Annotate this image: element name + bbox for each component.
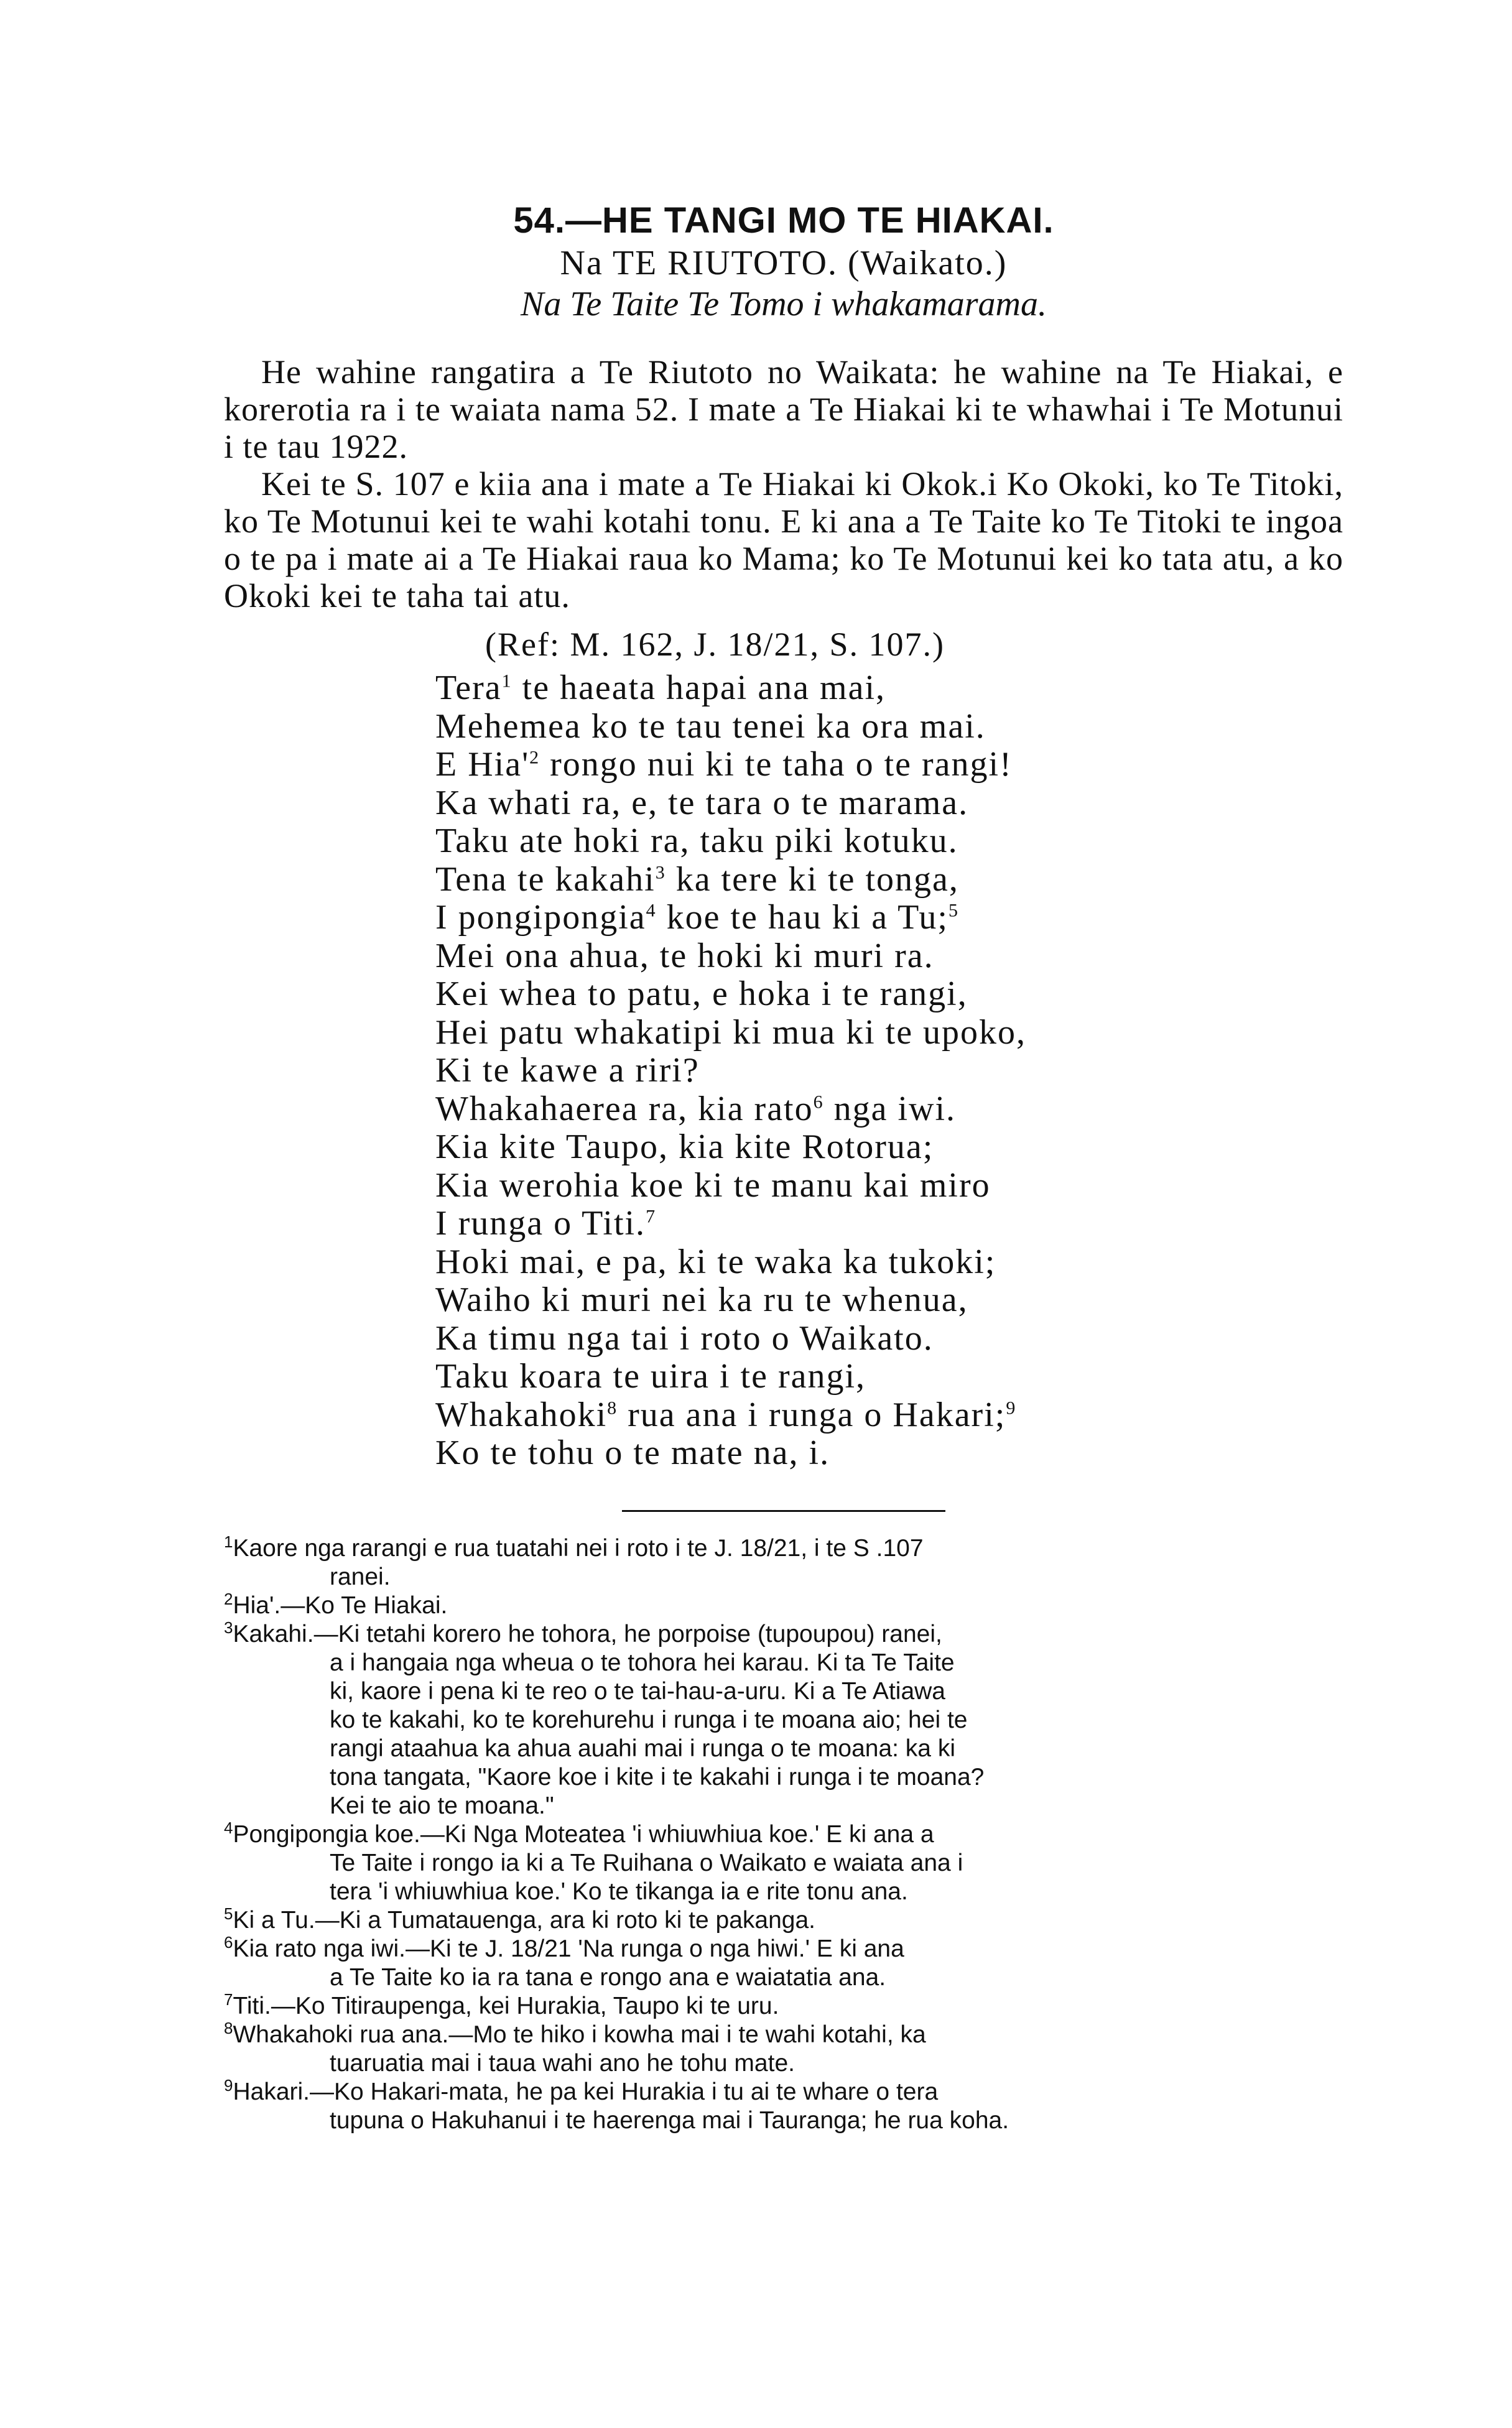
footnote-text: Te Taite i rongo ia ki a Te Ruihana o Waikato e waiata ana i [330,1849,963,1876]
song-title: 54.—HE TANGI MO TE HIAKAI. [513,200,1054,241]
footnote [224,1992,1343,2021]
poem-line [435,1396,1343,1435]
footnote [224,2075,1343,2135]
footnote [224,1534,1343,1592]
poem-line [435,1243,1343,1282]
footnote-marker: 2 [529,747,540,768]
poem-line [435,669,1343,708]
footnote-marker: 3 [655,861,666,883]
footnote-marker: 5 [948,900,959,921]
poem-text: rua ana i runga o Hakari; [618,1395,1006,1434]
poem-text: ka tere ki te tonga, [666,860,959,899]
poem-line [435,1052,1343,1090]
poem-text: koe te hau ki a Tu; [656,898,948,937]
poem-text: Kei whea to patu, e hoka i te rangi, [435,975,968,1013]
footnote-text: —Ki tetahi korero he tohora, he porpoise (tupoupou) ranei, [313,1620,942,1647]
footnote-marker: 9 [1006,1397,1017,1418]
intro-paragraph: He wahine rangatira a Te Riutoto no Waikata: he wahine na Te Hiakai, e korerotia ra i te waiata nama 52. I mate a Te Hiakai ki te whawhai i Te Motunui i te tau 1922. [224,353,1343,465]
footnote-text: —Ki a Tumatauenga, ara ki roto ki te pakanga. [315,1906,816,1934]
footnote [224,1906,1343,1935]
reference-line: (Ref: M. 162, J. 18/21, S. 107.) [485,626,945,663]
footnote-marker: 8 [607,1397,618,1418]
footnote-label: Kakahi. [233,1620,314,1647]
footnote-text: Kei te aio te moana." [330,1792,554,1819]
footnote-text: ko te kakahi, ko te korehurehu i runga i te moana aio; hei te [330,1706,968,1733]
footnote-number: 7 [224,1990,233,2009]
footnote-text: —Ki Nga Moteatea 'i whiuwhiua koe.' E ki ana a [420,1820,934,1848]
footnote-text: —Ko Hakari-mata, he pa kei Hurakia i tu ai te whare o tera [310,2078,939,2105]
footnote-label: Kaore [233,1534,298,1562]
poem [224,669,1343,1473]
footnote-marker: 1 [501,670,513,692]
poem-text: te haeata hapai ana mai, [512,669,886,707]
poem-line [435,708,1343,746]
poem-text: Whakahoki [435,1395,608,1434]
poem-line [435,1090,1343,1129]
poem-text: nga iwi. [823,1089,957,1128]
footnote-number: 9 [224,2075,233,2095]
footnote-label: Pongipongia koe. [233,1820,420,1848]
poem-text: Ka whati ra, e, te tara o te marama. [435,783,969,822]
footnote-number: 6 [224,1932,233,1952]
poem-text: Ka timu nga tai i roto o Waikato. [435,1318,934,1358]
footnote-number: 3 [224,1618,233,1637]
footnote-marker: 7 [646,1206,657,1227]
poem-text: rongo nui ki te taha o te rangi! [540,745,1013,784]
poem-line [435,899,1343,937]
footnote-label: Kia rato nga iwi. [233,1935,406,1962]
song-byline: Na Te Taite Te Tomo i whakamarama. [521,285,1047,323]
poem-line [435,1358,1343,1396]
footnote-number: 2 [224,1589,233,1608]
poem-line [435,822,1343,861]
poem-text: Mei ona ahua, te hoki ki muri ra. [435,936,934,975]
footnote-text: —Ko Te Hiakai. [281,1592,448,1619]
footnote-text: —Mo te hiko i kowha mai i te wahi kotahi, ka [448,2021,926,2048]
footnote-text: nga rarangi e rua tuatahi nei i roto i te J. 18/21, i te S .107 [297,1534,924,1562]
poem-line [435,784,1343,823]
poem-line [435,746,1343,784]
poem-text: I pongipongia [435,898,646,937]
poem-line [435,975,1343,1014]
footnote-text: a i hangaia nga wheua o te tohora hei karau. Ki ta Te Taite [330,1649,955,1676]
poem-line [435,1205,1343,1243]
poem-text: Taku ate hoki ra, taku piki kotuku. [435,822,958,860]
footnote-text: tera 'i whiuwhiua koe.' Ko te tikanga ia e rite tonu ana. [330,1878,908,1905]
footnote-number: 8 [224,2018,233,2037]
footnote-text: tuaruatia mai i taua wahi ano he tohu mate. [330,2049,795,2077]
intro-text [224,353,1343,614]
poem-line [435,1320,1343,1358]
footnote [224,2018,1343,2078]
poem-text: Mehemea ko te tau tenei ka ora mai. [435,707,986,746]
poem-text: Waiho ki muri nei ka ru te whenua, [435,1281,968,1319]
footnote-label: Ki a Tu. [233,1906,315,1934]
footnote [224,1620,1343,1820]
poem-text: Hei patu whakatipi ki mua ki te upoko, [435,1012,1027,1052]
footnote-text: —Ki te J. 18/21 'Na runga o nga hiwi.' E ki ana [405,1935,904,1962]
footnote-divider [622,1510,945,1512]
poem-line [435,1128,1343,1167]
footnote-text: rangi ataahua ka ahua auahi mai i runga o te moana: ka ki [330,1735,956,1762]
poem-line [435,1281,1343,1320]
footnote-text: —Ko Titiraupenga, kei Hurakia, Taupo ki te uru. [271,1992,779,2019]
footnote-marker: 4 [646,900,657,921]
page [224,199,1343,2135]
footnote-text: ranei. [330,1563,391,1590]
footnote-marker: 6 [813,1091,824,1112]
poem-line [435,1434,1343,1473]
footnote-label: Whakahoki rua ana. [233,2021,449,2048]
song-author: Na TE RIUTOTO. (Waikato.) [560,244,1008,282]
footnote [224,1589,1343,1620]
footnote-text: tona tangata, "Kaore koe i kite i te kakahi i runga i te moana? [330,1763,985,1791]
footnote-number: 5 [224,1904,233,1923]
footnote [224,1820,1343,1906]
footnote-label: Titi. [233,1992,271,2019]
poem-text: Tena te kakahi [435,860,656,899]
poem-text: Kia kite Taupo, kia kite Rotorua; [435,1128,934,1166]
poem-text: Kia werohia koe ki te manu kai miro [435,1165,991,1205]
poem-line [435,937,1343,976]
poem-text: Taku koara te uira i te rangi, [435,1357,866,1396]
poem-text: Whakahaerea ra, kia rato [435,1089,814,1128]
footnote-number: 4 [224,1818,233,1837]
poem-line [435,861,1343,899]
poem-line [435,1014,1343,1052]
footnotes [224,1534,1343,2135]
footnote-text: a Te Taite ko ia ra tana e rongo ana e waiatatia ana. [330,1963,886,1991]
footnote-text: tupuna o Hakuhanui i te haerenga mai i Tauranga; he rua koha. [330,2106,1009,2134]
footnote [224,1932,1343,1992]
poem-text: Tera [435,669,502,707]
footnote-text: ki, kaore i pena ki te reo o te tai-hau-a-uru. Ki a Te Atiawa [330,1677,945,1705]
poem-text: I runga o Titi. [435,1204,646,1243]
intro-paragraph: Kei te S. 107 e kiia ana i mate a Te Hiakai ki Okok.i Ko Okoki, ko Te Titoki, ko Te Motunui kei te wahi kotahi tonu. E ki ana a Te Taite ko Te Titoki te ingoa o te pa i mate ai a Te Hiakai raua ko Mama; ko Te Motunui kei ko tata atu, a ko Okoki kei te taha tai atu. [224,465,1343,614]
poem-text: Ko te tohu o te mate na, i. [435,1434,830,1472]
footnote-label: Hia'. [233,1592,281,1619]
poem-text: E Hia' [435,745,530,784]
footnote-label: Hakari. [233,2078,310,2105]
poem-line [435,1167,1343,1205]
footnote-number: 1 [224,1532,233,1551]
poem-text: Ki te kawe a riri? [435,1051,700,1090]
poem-text: Hoki mai, e pa, ki te waka ka tukoki; [435,1242,996,1281]
